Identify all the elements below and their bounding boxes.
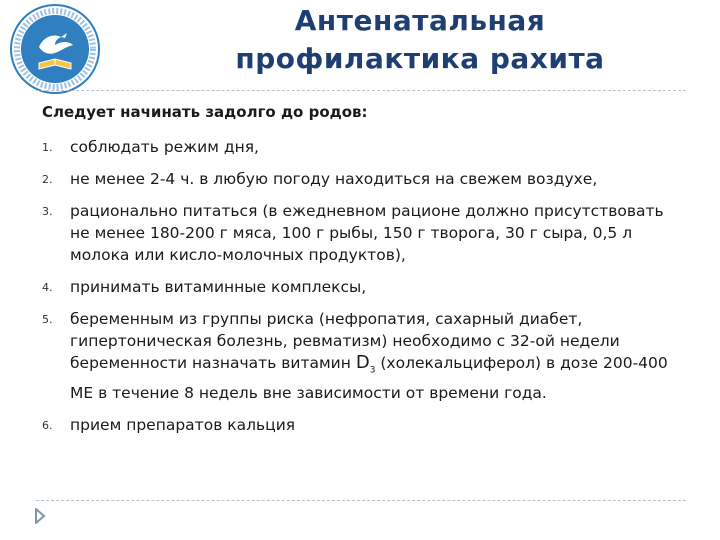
vitamin-letter: D (355, 352, 370, 373)
list-item (42, 200, 682, 266)
item-text-before: беременным из группы риска (нефропатия, сахарный диабет, гипертоническая болезнь, ревматизм) необходимо с 32-ой недели беременности назначать витамин (70, 310, 620, 372)
item-text: прием препаратов кальция (70, 415, 296, 434)
item-text: не менее 2-4 ч. в любую погоду находиться на свежем воздухе, (70, 170, 598, 188)
item-number: 6. (42, 418, 53, 432)
emblem-logo-icon (9, 3, 101, 95)
item-text: рационально питаться (в ежедневном рационе должно присутствовать не менее 180-200 г мяса, 100 г рыбы, 150 г творога, 30 г сыра, 0,5 л молока или кисло-молочных продуктов), (70, 202, 664, 264)
vitamin-name (355, 352, 376, 376)
item-text: соблюдать режим дня, (70, 138, 259, 156)
slide-title (190, 2, 650, 78)
list-item (42, 136, 682, 158)
title-line-2: профилактика рахита (235, 42, 605, 75)
list-item (42, 168, 682, 190)
item-number: 2. (42, 173, 53, 186)
bottom-divider (36, 500, 686, 501)
list-item (42, 276, 682, 298)
list-item (42, 308, 682, 404)
top-divider (36, 90, 686, 91)
slide-body (42, 102, 682, 446)
slide-corner-mark-icon (34, 508, 46, 524)
item-number: 5. (42, 313, 53, 326)
title-line-1: Антенатальная (294, 4, 546, 37)
item-text: принимать витаминные комплексы, (70, 278, 367, 296)
item-text-after: (холекальциферол) в дозе 200-400 МЕ в течение 8 недель вне зависимости от времени года. (70, 354, 668, 402)
vitamin-subscript: 3 (369, 365, 376, 376)
item-number: 1. (42, 141, 53, 154)
list-item (42, 414, 682, 436)
intro-text: Следует начинать задолго до родов: (42, 103, 368, 121)
recommendation-list (42, 136, 682, 436)
item-number: 3. (42, 205, 53, 218)
item-number: 4. (42, 281, 53, 294)
